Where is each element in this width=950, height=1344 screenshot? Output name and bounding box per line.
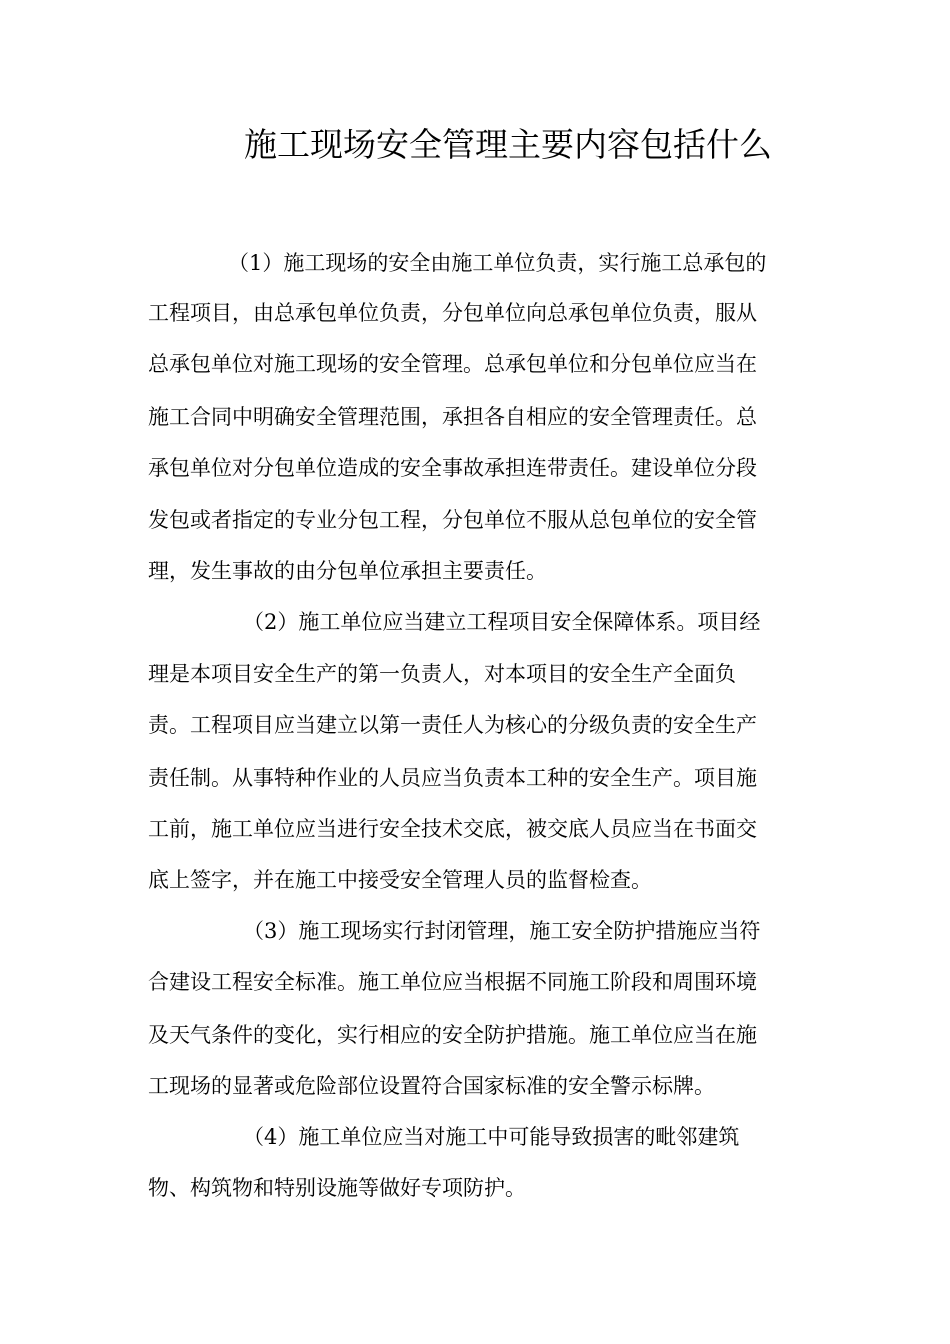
paragraph-1-line-1: （1）施工现场的安全由施工单位负责，实行施工总承包的 bbox=[228, 251, 767, 275]
document-title: 施工现场安全管理主要内容包括什么 bbox=[244, 125, 772, 164]
paragraph-4-line-2: 物、构筑物和特别设施等做好专项防护。 bbox=[148, 1176, 526, 1200]
paragraph-2-line-6: 底上签字，并在施工中接受安全管理人员的监督检查。 bbox=[148, 868, 652, 892]
paragraph-2-line-4: 责任制。从事特种作业的人员应当负责本工种的安全生产。项目施 bbox=[148, 766, 757, 790]
paragraph-1-line-6: 发包或者指定的专业分包工程，分包单位不服从总包单位的安全管 bbox=[148, 508, 757, 532]
paragraph-3-line-3: 及天气条件的变化，实行相应的安全防护措施。施工单位应当在施 bbox=[148, 1023, 757, 1047]
paragraph-3-line-4: 工现场的显著或危险部位设置符合国家标准的安全警示标牌。 bbox=[148, 1074, 715, 1098]
paragraph-1-line-4: 施工合同中明确安全管理范围，承担各自相应的安全管理责任。总 bbox=[148, 405, 757, 429]
paragraph-4-line-1: （4）施工单位应当对施工中可能导致损害的毗邻建筑 bbox=[243, 1125, 740, 1149]
paragraph-1-line-5: 承包单位对分包单位造成的安全事故承担连带责任。建设单位分段 bbox=[148, 456, 757, 480]
paragraph-2-line-2: 理是本项目安全生产的第一负责人，对本项目的安全生产全面负 bbox=[148, 662, 736, 686]
paragraph-1-line-3: 总承包单位对施工现场的安全管理。总承包单位和分包单位应当在 bbox=[148, 352, 757, 376]
paragraph-2-line-3: 责。工程项目应当建立以第一责任人为核心的分级负责的安全生产 bbox=[148, 713, 757, 737]
paragraph-2-line-1: （2）施工单位应当建立工程项目安全保障体系。项目经 bbox=[243, 610, 761, 634]
paragraph-1-line-2: 工程项目，由总承包单位负责，分包单位向总承包单位负责，服从 bbox=[148, 301, 757, 325]
paragraph-2-line-5: 工前，施工单位应当进行安全技术交底，被交底人员应当在书面交 bbox=[148, 817, 757, 841]
paragraph-3-line-1: （3）施工现场实行封闭管理，施工安全防护措施应当符 bbox=[243, 919, 761, 943]
paragraph-1-line-7: 理，发生事故的由分包单位承担主要责任。 bbox=[148, 559, 547, 583]
paragraph-3-line-2: 合建设工程安全标准。施工单位应当根据不同施工阶段和周围环境 bbox=[148, 970, 757, 994]
